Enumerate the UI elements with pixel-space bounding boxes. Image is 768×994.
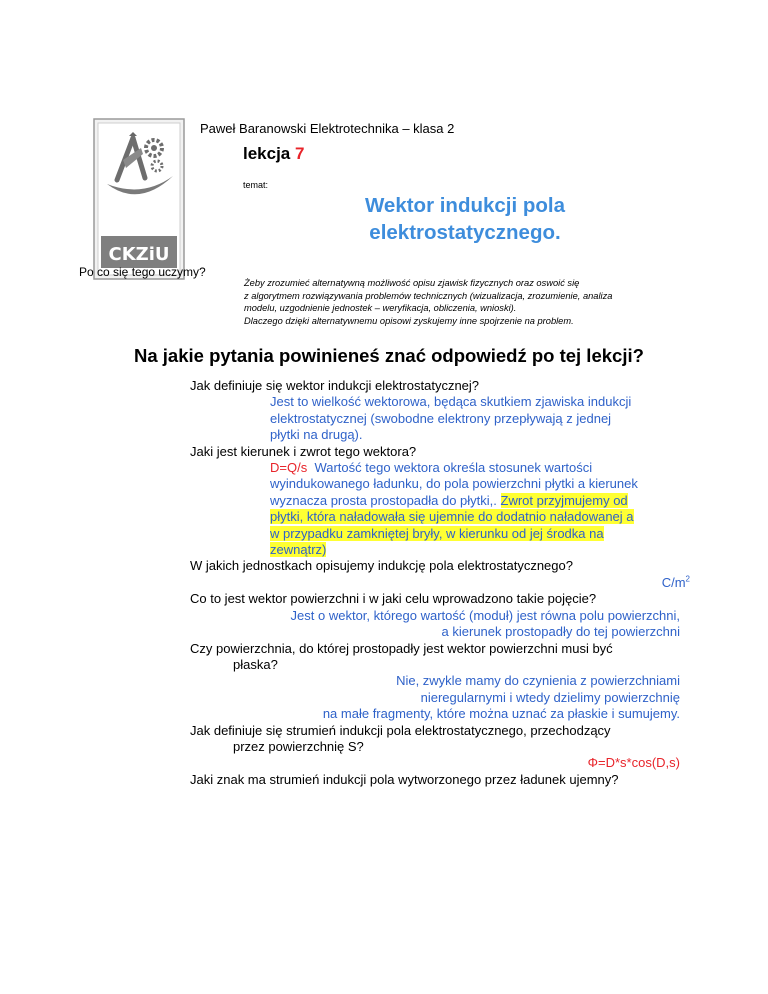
answer-6: Φ=D*s*cos(D,s)	[587, 755, 680, 771]
answer-2-highlight: zewnątrz)	[270, 542, 327, 558]
author-line: Paweł Baranowski Elektrotechnika – klasa 2	[200, 121, 455, 136]
questions-list	[190, 378, 690, 788]
lesson-num: 7	[295, 144, 305, 163]
question-4: Co to jest wektor powierzchni i w jaki celu wprowadzono takie pojęcie?	[190, 591, 597, 607]
answer-2-line	[190, 460, 690, 476]
ckziu-logo	[93, 118, 185, 280]
why-line: Dlaczego dzięki alternatywnemu opisowi zyskujemy inne spojrzenie na problem.	[244, 315, 574, 326]
question-6: Jak definiuje się strumień indukcji pola elektrostatycznego, przechodzący	[190, 722, 611, 738]
answer-5-line: Nie, zwykle mamy do czynienia z powierzchniami	[396, 673, 680, 689]
answer-2-highlight: płytki, która naładowała się ujemnie do dodatnio naładowanej a	[270, 509, 634, 525]
answer-1-line: płytki na drugą).	[270, 427, 363, 443]
answer-2-text: Wartość tego wektora określa stosunek wartości	[307, 460, 593, 476]
question-1: Jak definiuje się wektor indukcji elektrostatycznej?	[190, 378, 480, 393]
answer-1-line: elektrostatycznej (swobodne elektrony przepływają z jednej	[270, 410, 612, 426]
answer-4-line: Jest o wektor, którego wartość (moduł) jest równa polu powierzchni,	[290, 607, 680, 623]
why-label: Po co się tego uczymy?	[79, 265, 206, 279]
question-2: Jaki jest kierunek i zwrot tego wektora?	[190, 443, 417, 459]
question-3: W jakich jednostkach opisujemy indukcję pola elektrostatycznego?	[190, 558, 573, 574]
lesson-title	[320, 192, 610, 246]
answer-2-highlight: w przypadku zamkniętej bryły, w kierunku od jej środka na	[270, 525, 604, 541]
questions-heading: Na jakie pytania powinieneś znać odpowiedź po tej lekcji?	[134, 345, 644, 366]
answer-2-formula: D=Q/s	[270, 460, 308, 476]
question-7: Jaki znak ma strumień indukcji pola wytworzonego przez ładunek ujemny?	[190, 771, 619, 787]
question-5-cont: płaska?	[233, 656, 278, 672]
answer-2-line: wyindukowanego ładunku, do pola powierzchni płytki a kierunek	[270, 476, 638, 492]
svg-text:CKZiU: CKZiU	[108, 244, 170, 265]
answer-2-line	[190, 493, 690, 509]
title-line-1: Wektor indukcji pola	[364, 194, 566, 217]
why-line: modelu, uzgodnienie jednostek – weryfikacja, obliczenia, wnioski).	[244, 303, 517, 313]
answer-4-line: a kierunek prostopadły do tej powierzchni	[441, 624, 680, 640]
why-line: Żeby zrozumieć alternatywną możliwość opisu zjawisk fizycznych oraz oswoić się	[244, 278, 580, 288]
answer-3-exponent: 2	[685, 574, 690, 584]
answer-5-line: nieregularnymi i wtedy dzielimy powierzchnię	[420, 689, 680, 705]
why-text	[244, 277, 704, 327]
answer-2-line	[190, 509, 690, 525]
why-line: z algorytmem rozwiązywania problemów technicznych (wizualizacja, zrozumienie, analiza	[244, 290, 613, 301]
answer-2-line	[190, 526, 690, 542]
answer-2-text: wyznacza prosta prostopadła do płytki,.	[270, 492, 501, 508]
answer-1-line: Jest to wielkość wektorowa, będąca skutkiem zjawiska indukcji	[270, 394, 632, 410]
topic-label: temat:	[243, 180, 269, 190]
lesson-label: lekcja	[243, 144, 291, 163]
lesson-number	[243, 144, 304, 164]
question-6-cont: przez powierzchnię S?	[233, 738, 364, 754]
question-5: Czy powierzchnia, do której prostopadły jest wektor powierzchni musi być	[190, 640, 613, 656]
answer-2-highlight: Zwrot przyjmujemy od	[500, 492, 628, 508]
answer-5-line: na małe fragmenty, które można uznać za płaskie i sumujemy.	[322, 706, 680, 722]
answer-3	[190, 575, 690, 591]
title-line-2: elektrostatycznego.	[369, 221, 561, 244]
answer-3-unit: C/m	[661, 574, 686, 590]
answer-2-line	[190, 542, 690, 558]
